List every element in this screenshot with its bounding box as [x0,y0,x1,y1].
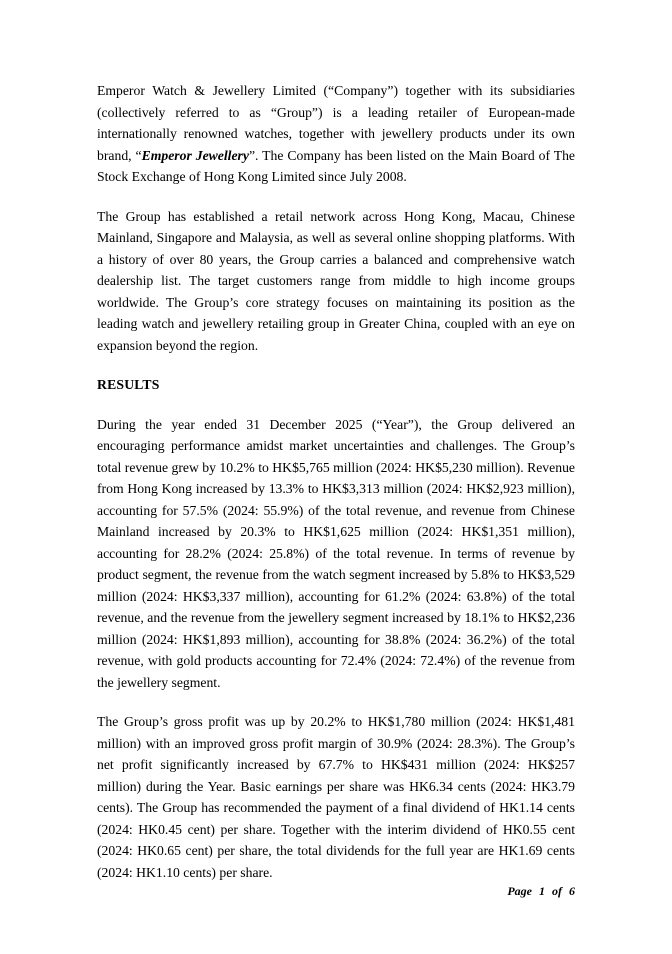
paragraph-company-intro [97,80,575,188]
paragraph-profit-dividends: The Group’s gross profit was up by 20.2% to HK$1,780 million (2024: HK$1,481 million) with an improved gross profit margin of 30.9% (2024: 28.3%). The Group’s net profit significantly increased by 67.7% to HK$431 million (2024: HK$257 million) during the Year. Basic earnings per share was HK6.34 cents (2024: HK3.79 cents). The Group has recommended the payment of a final dividend of HK1.14 cents (2024: HK0.45 cent) per share. Together with the interim dividend of HK0.55 cent (2024: HK0.65 cent) per share, the total dividends for the full year are HK1.69 cents (2024: HK1.10 cents) per share. [97,714,575,880]
intro-text-before-brand: Emperor Watch & Jewellery Limited (“Company”) together with its subsidiaries (collectively referred to as “Group”) is a leading retailer of European-made internationally renowned watches, together with jewellery products under its own brand, “ [97,83,575,163]
paragraph-retail-network: The Group has established a retail network across Hong Kong, Macau, Chinese Mainland, Singapore and Malaysia, as well as several online shopping platforms. With a history of over 80 years, the Group carries a balanced and comprehensive watch dealership list. The target customers range from middle to high income groups worldwide. The Group’s core strategy focuses on maintaining its position as the leading watch and jewellery retailing group in Greater China, coupled with an eye on expansion beyond the region. [97,208,575,353]
results-heading: RESULTS [97,377,160,392]
document-body [97,80,575,901]
brand-name-emphasis: Emperor Jewellery [141,147,249,163]
page-number: Page 1 of 6 [507,884,575,898]
paragraph-revenue-results: During the year ended 31 December 2025 (“Year”), the Group delivered an encouraging performance amidst market uncertainties and challenges. The Group’s total revenue grew by 10.2% to HK$5,765 million (2024: HK$5,230 million). Revenue from Hong Kong increased by 13.3% to HK$3,313 million (2024: HK$2,923 million), accounting for 57.5% (2024: 55.9%) of the total revenue, and revenue from Chinese Mainland increased by 20.3% to HK$1,625 million (2024: HK$1,351 million), accounting for 28.2% (2024: 25.8%) of the total revenue. In terms of revenue by product segment, the revenue from the watch segment increased by 5.8% to HK$3,529 million (2024: HK$3,337 million), accounting for 61.2% (2024: 63.8%) of the total revenue, and the revenue from the jewellery segment increased by 18.1% to HK$2,236 million (2024: HK$1,893 million), accounting for 38.8% (2024: 36.2%) of the total revenue, with gold products accounting for 72.4% (2024: 72.4%) of the revenue from the jewellery segment. [97,416,575,690]
intro-text-after-brand: ”. The Company has been listed on the Main Board of The Stock Exchange of Hong Kong Limited since July 2008. [97,147,575,184]
